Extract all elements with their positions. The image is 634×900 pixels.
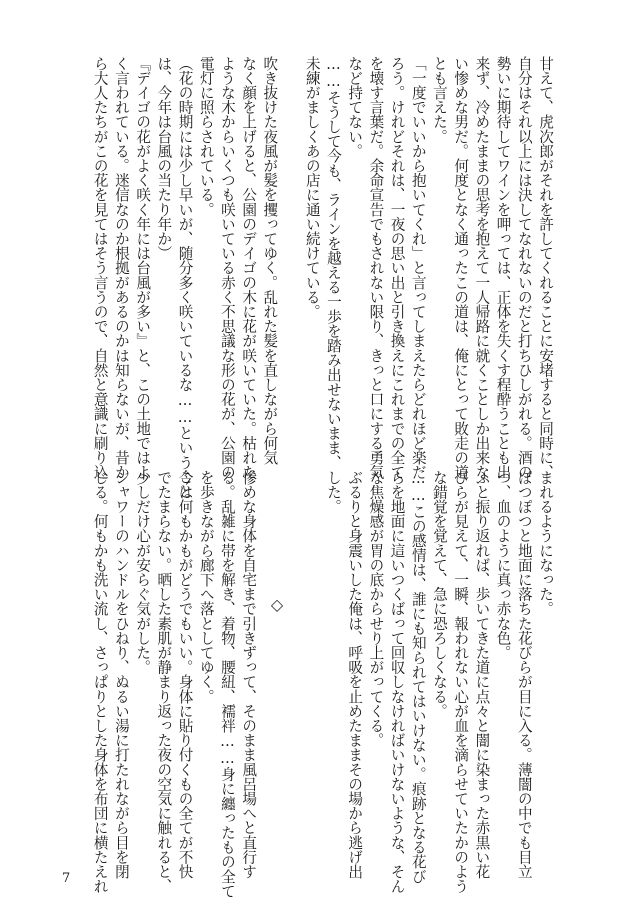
text-column: ……この感情は、誰にも知られてはいけない。痕跡となる花び: [409, 470, 427, 884]
text-column: く言われている。迷信なのか根拠があるのかは知らないが、昔か: [112, 56, 130, 480]
text-column: ろう。けれどそれは、一夜の思い出と引き換えにこれまでの全て: [388, 56, 406, 480]
lower-text-block: [90, 470, 556, 899]
text-column: 自分はそれ以上には決してなれないのだと打ちひしがれる。酒の: [515, 56, 533, 480]
text-column: つ、血のように真っ赤な色。: [494, 470, 512, 660]
text-column: い惨めな男だ。何度となく通ったこの道は、俺にとって敗走の道: [452, 56, 470, 480]
text-column: など持てない。: [346, 56, 364, 159]
scene-break-diamond: ◇: [270, 595, 284, 614]
text-column: 来ず、冷めたままの思考を抱えて一人帰路に就くことしか出来な: [473, 56, 491, 480]
text-column: じる。何もかも洗い流し、さっぱりとした身体を布団に横たえれ: [91, 470, 109, 894]
text-column: 今は何もかもがどうでもいい。身体に貼り付くもの全てが不快: [176, 470, 194, 879]
text-column: ……そうして今も、ラインを越える一歩を踏み出せないまま、: [324, 56, 342, 470]
text-column: ふと振り返れば、歩いてきた道に点々と闇に染まった赤黒い花: [473, 470, 491, 879]
text-column: を歩きながら廊下へ落としてゆく。: [197, 470, 215, 704]
page-number: 7: [62, 871, 71, 886]
text-column: 吹き抜けた夜風が髪を攫ってゆく。乱れた髪を直しながら何気: [261, 56, 279, 465]
text-column: でたまらない。晒した素肌が静まり返った夜の空気に触れると、: [155, 470, 173, 894]
text-column: [280, 470, 301, 826]
text-column: は、今年は台風の当たり年か）: [155, 56, 173, 261]
text-column: な焦燥感が胃の底からせり上がってくる。: [367, 470, 385, 748]
text-column: ような木からいくつも咲いている赤く不思議な形の花が、公園の: [218, 56, 236, 480]
text-column: [280, 56, 301, 412]
text-column: ぶるりと身震いした俺は、呼吸を止めたままその場から逃げ出: [346, 470, 364, 879]
text-column: ら大人たちがこの花を見てはそう言うので、自然と意識に刷り込: [91, 56, 109, 480]
text-column: [302, 470, 323, 826]
text-column: る。乱雑に帯を解き、着物、腰紐、襦袢……身に纏ったもの全て: [218, 470, 236, 899]
text-column: ぽつぽつと地面に落ちた花びらが目に入る。薄闇の中でも目立: [515, 470, 533, 879]
text-column: を壊す言葉だ。余命宣告でもされない限り、きっと口にする勇気: [367, 56, 385, 480]
text-column: （花の時期には少し早いが、随分多く咲いているな……ということ: [176, 56, 194, 499]
text-column: な錯覚を覚えて、急に恐ろしくなる。: [430, 470, 448, 719]
text-column: 少しだけ心が安らぐ気がした。: [134, 470, 152, 675]
text-column: 勢いに期待してワインを呷っては、正体を失くす程酔うことも出: [494, 56, 512, 480]
text-column: [259, 470, 280, 826]
text-column: なく顔を上げると、公園のデイゴの木に花が咲いていた。枯れた: [240, 56, 258, 480]
text-column: とも言えた。: [430, 56, 448, 144]
text-column: 未練がましくあの店に通い続けている。: [303, 56, 321, 319]
text-column: びらが見えて、一瞬、報われない心が血を滴らせていたかのよう: [452, 470, 470, 894]
text-column: 「一度でいいから抱いてくれ」と言ってしまえたらどれほど楽だ: [409, 56, 427, 480]
text-column: シャワーのハンドルをひねり、ぬるい湯に打たれながら目を閉: [112, 470, 130, 879]
text-column: まれるようになった。: [537, 470, 554, 616]
text-column: 『デイゴの花がよく咲く年には台風が多い』と、この土地ではよ: [134, 56, 152, 480]
text-column: 電灯に照らされている。: [197, 56, 215, 217]
text-column: 惨めな身体を自宅まで引きずって、そのまま風呂場へと直行す: [240, 470, 258, 879]
text-column: 甘えて、虎次郎がそれを許してくれることに安堵すると同時に、: [537, 56, 554, 480]
text-column: らを地面に這いつくばって回収しなければいけないような、そん: [388, 470, 406, 894]
text-column: した。: [324, 470, 342, 514]
